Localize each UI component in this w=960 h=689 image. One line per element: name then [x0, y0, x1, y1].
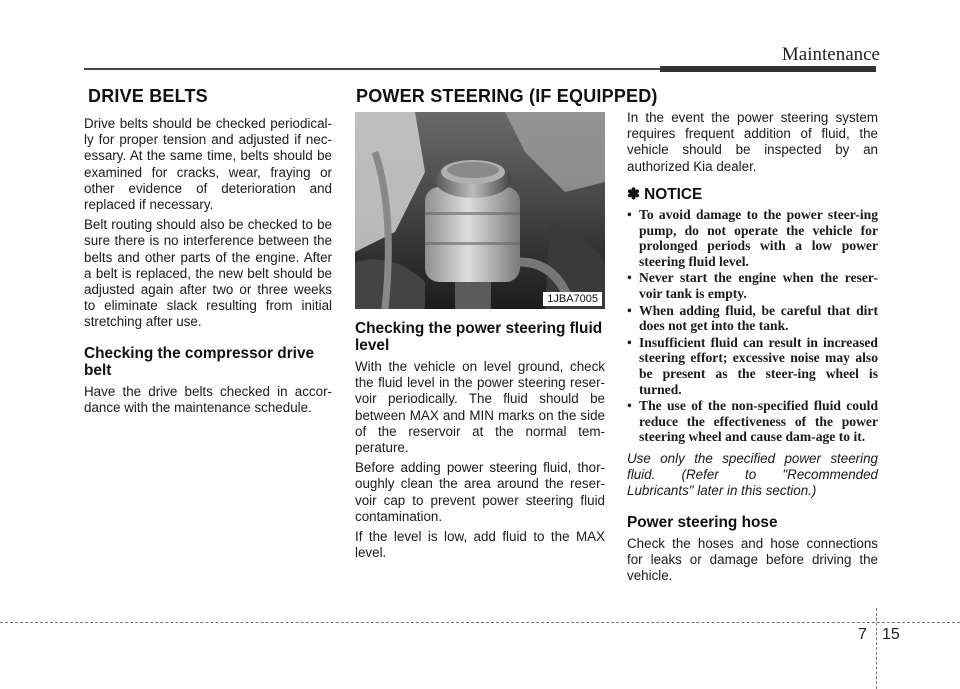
- header-rule: [84, 68, 662, 70]
- drive-belts-paragraph: Drive belts should be checked periodical-ly for proper tension and adjusted if nec-essary. At the same time, belts should be examined for cracks, wear, fraying or other evidence of deterioration and replaced if necessary.: [84, 116, 332, 213]
- compressor-belt-text: Have the drive belts checked in accor-dance with the maintenance schedule.: [84, 383, 332, 415]
- page-number: 15: [882, 626, 900, 643]
- hose-heading: Power steering hose: [627, 513, 778, 531]
- reservoir-photo: [355, 112, 605, 309]
- notice-column: [627, 110, 878, 588]
- drive-belts-column: [84, 116, 332, 420]
- section-label: Maintenance: [781, 44, 880, 65]
- reservoir-photo-illustration: [355, 112, 605, 309]
- fluid-level-column: [355, 320, 605, 565]
- fluid-level-paragraph: If the level is low, add fluid to the MAX level.: [355, 529, 605, 561]
- chapter-number: 7: [858, 626, 867, 643]
- notice-item: • Never start the engine when the reser-voir tank is empty.: [627, 270, 878, 301]
- hose-text: Check the hoses and hose connections for leaks or damage before driving the vehicle.: [627, 535, 878, 583]
- image-id-label: 1JBA7005: [543, 292, 602, 306]
- notice-item: • Insufficient fluid can result in increased steering effort; excessive noise may also be present as the steer-ing wheel is turned.: [627, 335, 878, 397]
- footer-rule: [0, 622, 960, 623]
- notice-title: ✽ NOTICE: [627, 185, 703, 203]
- drive-belts-paragraph: Belt routing should also be checked to be sure there is no interference between the belts and other parts of the engine. After a belt is replaced, the new belt should be adjusted again after two or three weeks to eliminate slack resulting from initial stretching after use.: [84, 217, 332, 330]
- footer-divider: [876, 608, 877, 689]
- notice-list: [627, 207, 878, 445]
- notice-item: • The use of the non-specified fluid could reduce the effectiveness of the power steering wheel and cause dam-age to it.: [627, 398, 878, 445]
- fluid-level-heading: Checking the power steering fluid level: [355, 320, 603, 354]
- inspection-text: In the event the power steering system requires frequent addition of fluid, the vehicle should be inspected by an authorized Kia dealer.: [627, 110, 878, 174]
- header-bar: [660, 66, 876, 72]
- notice-item: • To avoid damage to the power steer-ing pump, do not operate the vehicle for prolonged periods with a low power steering fluid level.: [627, 207, 878, 269]
- compressor-belt-heading: Checking the compressor drive belt: [84, 344, 315, 379]
- fluid-note: Use only the specified power steering fluid. (Refer to "Recommended Lubricants" later in this section.): [627, 450, 878, 499]
- fluid-level-paragraph: With the vehicle on level ground, check the fluid level in the power steering reser-voir periodically. The fluid should be between MAX and MIN marks on the side of the reservoir at the normal tem-perature.: [355, 359, 605, 456]
- fluid-level-paragraph: Before adding power steering fluid, thor-oughly clean the area around the reser-voir cap to prevent power steering fluid contamination.: [355, 460, 605, 524]
- notice-item: • When adding fluid, be careful that dirt does not get into the tank.: [627, 303, 878, 334]
- power-steering-heading: POWER STEERING (IF EQUIPPED): [356, 86, 658, 106]
- drive-belts-heading: DRIVE BELTS: [88, 86, 208, 106]
